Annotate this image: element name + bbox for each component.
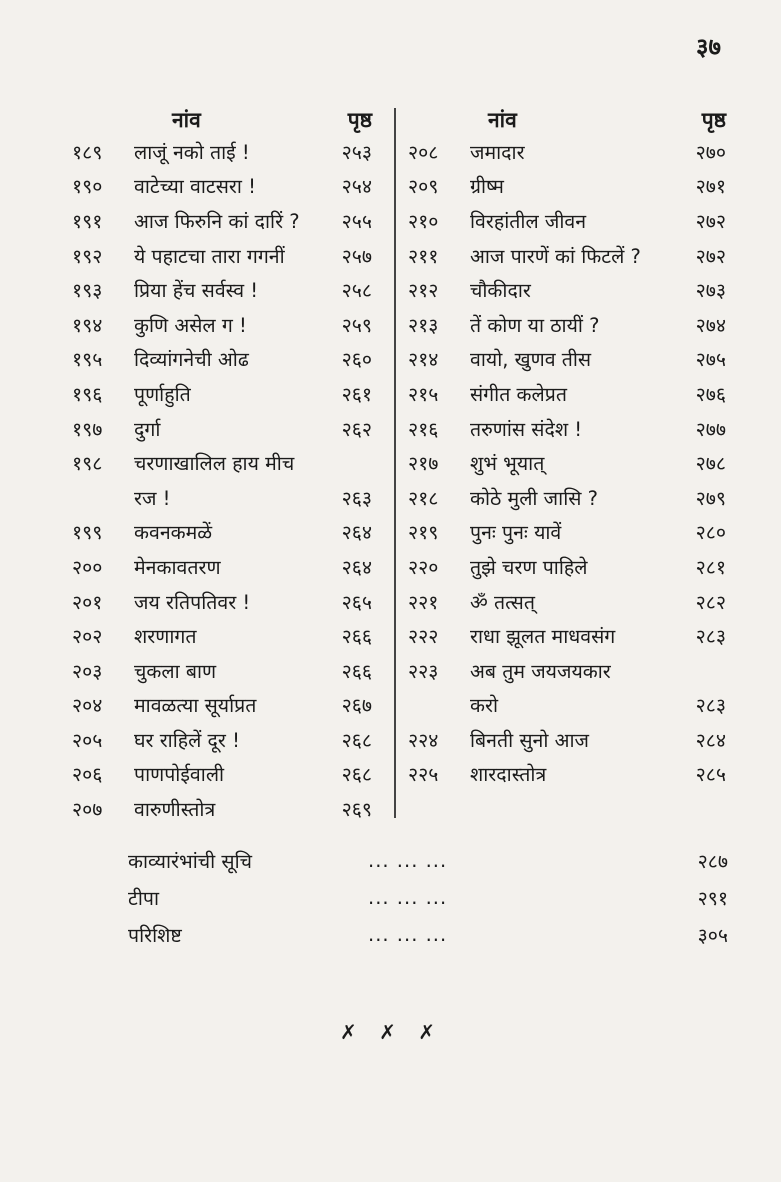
- entry-page: २७१: [695, 175, 726, 199]
- entry-page: २६८: [341, 763, 372, 787]
- entry-num: १९७: [72, 417, 103, 441]
- entry-num: २०१: [72, 590, 103, 614]
- entry-num: २१०: [408, 209, 439, 233]
- entry-title: वाटेच्या वाटसरा !: [134, 175, 256, 199]
- entry-title: तुझे चरण पाहिले: [470, 555, 588, 579]
- entry-title: कोठे मुली जासि ?: [470, 486, 598, 510]
- entry-page: २५५: [341, 209, 372, 233]
- entry-num: १९३: [72, 279, 103, 303]
- entry-page: २७७: [695, 417, 726, 441]
- entry-title: संगीत कलेप्रत: [470, 382, 567, 406]
- entry-page: २७८: [695, 452, 726, 476]
- entry-num: २०२: [72, 625, 103, 649]
- entry-title: अब तुम जयजयकार: [470, 659, 611, 683]
- entry-title: पाणपोईवाली: [134, 763, 225, 787]
- appendix-dots: ... ... ...: [368, 886, 448, 909]
- entry-title: राधा झूलत माधवसंग: [470, 625, 616, 649]
- entry-page: २७९: [695, 486, 726, 510]
- entry-page: २५९: [341, 313, 372, 337]
- appendix-entry: [128, 879, 728, 916]
- entry-page: २७२: [695, 209, 726, 233]
- appendix-dots: ... ... ...: [368, 923, 448, 946]
- entry-page: २५८: [341, 279, 372, 303]
- entry-page: २६४: [341, 555, 372, 579]
- entry-num: १९४: [72, 313, 103, 337]
- appendix-label: टीपा: [128, 887, 160, 910]
- entry-num: २११: [408, 244, 439, 268]
- entry-num: १९०: [72, 175, 103, 199]
- entry-title: रज !: [134, 486, 171, 510]
- toc-entry: [72, 584, 372, 619]
- entry-page: २८४: [695, 728, 726, 752]
- toc-entry: [72, 757, 372, 792]
- toc-entry: [408, 549, 726, 584]
- entry-num: २०९: [408, 175, 439, 199]
- entry-title: विरहांतील जीवन: [470, 209, 587, 233]
- toc-right-column: [408, 100, 726, 791]
- toc-entry: [408, 480, 726, 515]
- entry-num: २१९: [408, 521, 439, 545]
- appendix-page: २८७: [697, 850, 728, 873]
- entry-num: २२०: [408, 555, 439, 579]
- toc-entry: [72, 445, 372, 480]
- entry-page: २८३: [695, 694, 726, 718]
- entry-title: जय रतिपतिवर !: [134, 590, 251, 614]
- entry-num: १९६: [72, 382, 103, 406]
- entry-title: चुकला बाण: [134, 659, 217, 683]
- appendix-label: परिशिष्ट: [128, 924, 182, 947]
- toc-entry: [408, 134, 726, 169]
- entry-title: जमादार: [470, 140, 525, 164]
- entry-num: २१६: [408, 417, 439, 441]
- entry-page: २६०: [341, 348, 372, 372]
- toc-entry: [72, 722, 372, 757]
- entry-num: २०३: [72, 659, 103, 683]
- entry-num: २१३: [408, 313, 439, 337]
- toc-entry: [408, 515, 726, 550]
- entry-title: चौकीदार: [470, 279, 531, 303]
- entry-page: २७३: [695, 279, 726, 303]
- appendix-entry: [128, 916, 728, 953]
- entry-num: २०८: [408, 140, 439, 164]
- toc-entry: [72, 169, 372, 204]
- entry-num: २०४: [72, 694, 103, 718]
- entry-title: चरणाखालिल हाय मीच: [134, 452, 295, 476]
- entry-num: २१२: [408, 279, 439, 303]
- entry-page: २६७: [341, 694, 372, 718]
- toc-left-column: [72, 100, 372, 826]
- entry-title: वारुणीस्तोत्र: [134, 798, 216, 822]
- page-number: ३७: [696, 33, 721, 61]
- toc-entry: [408, 307, 726, 342]
- entry-title: मेनकावतरण: [134, 555, 221, 579]
- entry-title: पुनः पुनः यावें: [470, 521, 562, 545]
- entry-title: वायो, खुणव तीस: [470, 348, 592, 372]
- entry-title: पूर्णाहुति: [134, 382, 191, 406]
- entry-num: २१८: [408, 486, 439, 510]
- entry-page: २६५: [341, 590, 372, 614]
- ornament: ✗ ✗ ✗: [340, 1020, 443, 1044]
- entry-title: करो: [470, 694, 499, 718]
- entry-page: २८१: [695, 555, 726, 579]
- entry-page: २७२: [695, 244, 726, 268]
- entry-page: २८२: [695, 590, 726, 614]
- header-page: पृष्ठ: [347, 108, 372, 132]
- entry-num: २०७: [72, 798, 103, 822]
- toc-entry: [72, 272, 372, 307]
- entry-num: १९१: [72, 209, 103, 233]
- entry-num: २००: [72, 555, 103, 579]
- entry-title: प्रिया हेंच सर्वस्व !: [134, 279, 259, 303]
- entry-num: २२२: [408, 625, 439, 649]
- header-name: नांव: [488, 108, 517, 132]
- appendix-dots: ... ... ...: [368, 849, 448, 872]
- entry-title: कुणि असेल ग !: [134, 313, 247, 337]
- toc-entry: [72, 480, 372, 515]
- entry-page: २६२: [341, 417, 372, 441]
- toc-entry: [408, 584, 726, 619]
- entry-title: तरुणांस संदेश !: [470, 417, 583, 441]
- entry-title: शारदास्तोत्र: [470, 763, 547, 787]
- entry-num: १९९: [72, 521, 103, 545]
- toc-entry: [408, 722, 726, 757]
- entry-num: १९८: [72, 452, 103, 476]
- entry-page: २६६: [341, 659, 372, 683]
- toc-entry: [408, 342, 726, 377]
- toc-entry: [408, 203, 726, 238]
- entry-num: २२१: [408, 590, 439, 614]
- header-name: नांव: [172, 108, 201, 132]
- toc-entry: [408, 757, 726, 792]
- entry-num: १८९: [72, 140, 103, 164]
- toc-entry: [72, 688, 372, 723]
- entry-title: ॐ तत्सत्: [470, 590, 535, 614]
- entry-page: २७६: [695, 382, 726, 406]
- toc-list: [408, 134, 726, 791]
- entry-title: दिव्यांगनेची ओढ: [134, 348, 249, 372]
- entry-title: तें कोण या ठायीं ?: [470, 313, 600, 337]
- column-divider: [394, 108, 396, 818]
- toc-entry: [408, 238, 726, 273]
- entry-title: कवनकमळें: [134, 521, 213, 545]
- entry-title: दुर्गा: [134, 417, 161, 441]
- entry-page: २५३: [341, 140, 372, 164]
- toc-entry: [72, 618, 372, 653]
- toc-entry: [408, 411, 726, 446]
- entry-page: २६८: [341, 728, 372, 752]
- entry-page: २६४: [341, 521, 372, 545]
- entry-page: २७०: [695, 140, 726, 164]
- entry-num: २१७: [408, 452, 439, 476]
- entry-num: २०६: [72, 763, 103, 787]
- entry-num: २०५: [72, 728, 103, 752]
- appendix-page: २९१: [697, 887, 728, 910]
- toc-entry: [72, 307, 372, 342]
- entry-page: २६६: [341, 625, 372, 649]
- entry-page: २८५: [695, 763, 726, 787]
- entry-num: २२३: [408, 659, 439, 683]
- entry-page: २६९: [341, 798, 372, 822]
- toc-entry: [408, 445, 726, 480]
- toc-entry: [408, 169, 726, 204]
- entry-title: आज पारणें कां फिटलें ?: [470, 244, 641, 268]
- toc-entry: [72, 238, 372, 273]
- entry-title: ये पहाटचा तारा गगनीं: [134, 244, 285, 268]
- entry-page: २८०: [695, 521, 726, 545]
- entry-title: शुभं भूयात्: [470, 452, 545, 476]
- entry-page: २८३: [695, 625, 726, 649]
- entry-title: शरणागत: [134, 625, 197, 649]
- appendix-list: [128, 842, 728, 953]
- entry-page: २५७: [341, 244, 372, 268]
- entry-num: २१४: [408, 348, 439, 372]
- entry-page: २५४: [341, 175, 372, 199]
- toc-entry: [72, 549, 372, 584]
- entry-num: १९२: [72, 244, 103, 268]
- entry-page: २६१: [341, 382, 372, 406]
- entry-title: ग्रीष्म: [470, 175, 504, 199]
- entry-num: २२५: [408, 763, 439, 787]
- toc-entry: [408, 272, 726, 307]
- toc-entry: [72, 411, 372, 446]
- entry-title: लाजूं नको ताई !: [134, 140, 250, 164]
- column-header: [408, 100, 726, 134]
- toc-entry: [408, 376, 726, 411]
- column-header: [72, 100, 372, 134]
- toc-list: [72, 134, 372, 826]
- toc-entry: [72, 515, 372, 550]
- entry-title: बिनती सुनो आज: [470, 728, 590, 752]
- toc-entry: [72, 203, 372, 238]
- toc-entry: [408, 688, 726, 723]
- toc-entry: [72, 791, 372, 826]
- appendix-entry: [128, 842, 728, 879]
- toc-entry: [72, 134, 372, 169]
- header-page: पृष्ठ: [701, 108, 726, 132]
- entry-page: २६३: [341, 486, 372, 510]
- toc-entry: [72, 653, 372, 688]
- entry-num: १९५: [72, 348, 103, 372]
- entry-title: मावळत्या सूर्याप्रत: [134, 694, 257, 718]
- toc-entry: [72, 376, 372, 411]
- entry-page: २७५: [695, 348, 726, 372]
- appendix-label: काव्यारंभांची सूचि: [128, 850, 253, 873]
- toc-entry: [72, 342, 372, 377]
- entry-title: आज फिरुनि कां दारिं ?: [134, 209, 300, 233]
- toc-entry: [408, 618, 726, 653]
- toc-entry: [408, 653, 726, 688]
- entry-num: २१५: [408, 382, 439, 406]
- appendix-page: ३०५: [697, 924, 728, 947]
- entry-title: घर राहिलें दूर !: [134, 728, 240, 752]
- entry-page: २७४: [695, 313, 726, 337]
- entry-num: २२४: [408, 728, 439, 752]
